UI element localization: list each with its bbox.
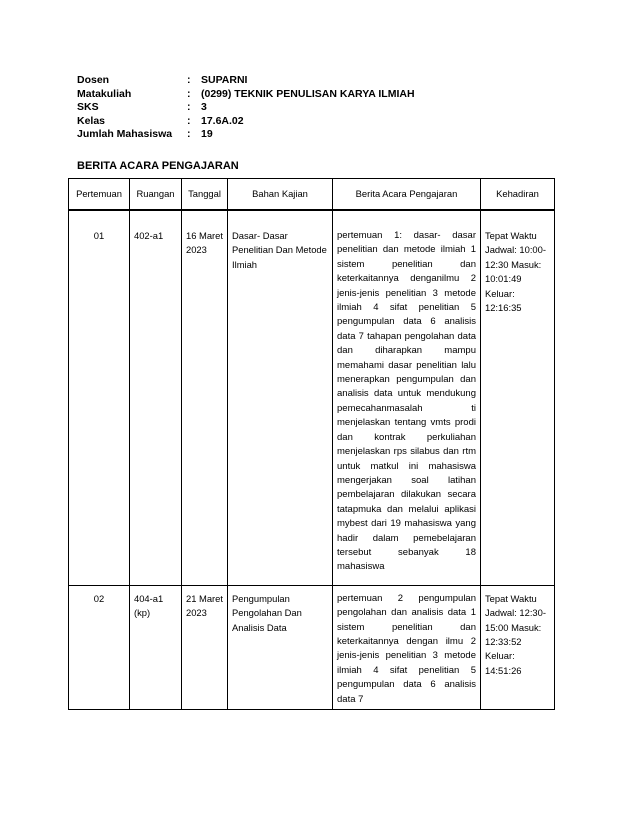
- info-label: SKS: [77, 101, 99, 114]
- cell-meeting: 01: [69, 210, 130, 585]
- info-colon: :: [187, 87, 191, 100]
- cell-date: 21 Maret 2023: [182, 585, 228, 709]
- info-row-class: [77, 115, 415, 129]
- info-row-course: [77, 88, 415, 102]
- header-meeting: Pertemuan: [69, 179, 130, 211]
- info-colon: :: [187, 128, 191, 141]
- info-label: Kelas: [77, 114, 106, 127]
- table-row: [69, 210, 555, 585]
- cell-topic: Dasar- Dasar Penelitian Dan Metode Ilmiah: [228, 210, 333, 585]
- header-date: Tanggal: [182, 179, 228, 211]
- cell-report: pertemuan 1: dasar- dasar penelitian dan metode ilmiah 1 sistem penelitian dan keterkaitannya denganilmu 2 jenis-jenis penelitian 3 metode ilmiah 4 sifat penelitian 5 pengumpulan data 6 analisis data 7 tahapan pengolahan data dan diharapkan mampu memahami dasar penelitian lalu menerapkan pengumpulan dan analisis data untuk mendukung pemecahanmasalah ti menjelaskan tentang vmts prodi dan kontrak perkuliahan menjelaskan rps silabus dan rtm untuk matkul ini mahasiswa mengerjakan soal latihan pembelajaran dilakukan secara tatapmuka dan melalui aplikasi mybest dari 19 mahasiswa yang hadir dalam pemebelajaran tersebut sebanyak 18 mahasiswa: [333, 210, 481, 585]
- info-colon: :: [187, 101, 191, 114]
- info-label: Dosen: [77, 74, 110, 86]
- table-header-row: [69, 179, 555, 211]
- info-row-credits: [77, 101, 415, 115]
- cell-date: 16 Maret 2023: [182, 210, 228, 585]
- cell-meeting: 02: [69, 585, 130, 709]
- info-row-students: [77, 128, 415, 142]
- info-value: (0299) TEKNIK PENULISAN KARYA ILMIAH: [201, 87, 415, 100]
- cell-room: 402-a1: [130, 210, 182, 585]
- table-row: [69, 585, 555, 709]
- header-report: Berita Acara Pengajaran: [333, 179, 481, 211]
- header-topic: Bahan Kajian: [228, 179, 333, 211]
- teaching-report-table: [68, 178, 555, 710]
- course-info: [77, 74, 415, 142]
- cell-report: pertemuan 2 pengumpulan pengolahan dan analisis data 1 sistem penelitian dan keterkaitannya dengan ilmu 2 jenis-jenis penelitian 3 metode ilmiah 4 sifat penelitian 5 pengumpulan data 6 analisis data 7: [333, 585, 481, 709]
- info-value: 3: [201, 101, 207, 114]
- section-heading: BERITA ACARA PENGAJARAN: [77, 160, 239, 172]
- cell-room: 404-a1 (kp): [130, 585, 182, 709]
- header-attendance: Kehadiran: [481, 179, 555, 211]
- header-room: Ruangan: [130, 179, 182, 211]
- info-value: 19: [201, 128, 213, 141]
- info-value: 17.6A.02: [201, 114, 244, 127]
- cell-attendance: Tepat Waktu Jadwal: 10:00-12:30 Masuk: 10:01:49 Keluar: 12:16:35: [481, 210, 555, 585]
- cell-topic: Pengumpulan Pengolahan Dan Analisis Data: [228, 585, 333, 709]
- info-colon: :: [187, 74, 191, 86]
- info-label: Jumlah Mahasiswa: [77, 128, 173, 141]
- cell-attendance: Tepat Waktu Jadwal: 12:30-15:00 Masuk: 12:33:52 Keluar: 14:51:26: [481, 585, 555, 709]
- info-row-lecturer: [77, 74, 415, 88]
- info-value: SUPARNI: [201, 74, 248, 86]
- info-colon: :: [187, 114, 191, 127]
- info-label: Matakuliah: [77, 87, 132, 100]
